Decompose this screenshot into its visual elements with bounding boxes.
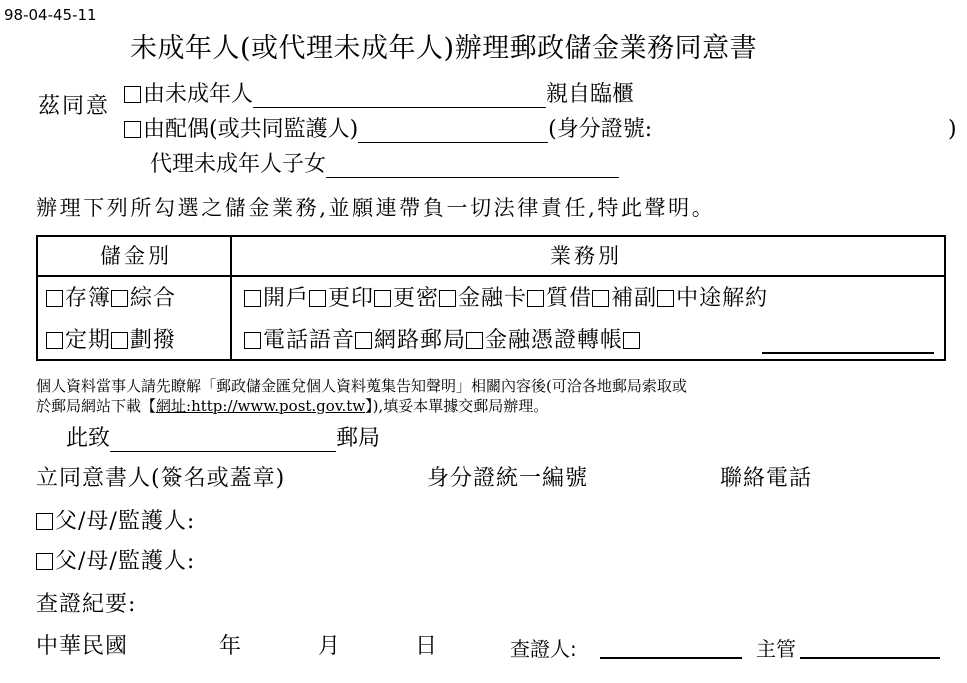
post-office-field[interactable] (110, 431, 336, 452)
checkbox-cert-transfer[interactable] (466, 332, 483, 349)
checkbox-open-account[interactable] (244, 290, 261, 307)
table-header-divider (36, 275, 946, 277)
services-row-2 (244, 328, 642, 354)
guardian-row-2 (36, 549, 195, 575)
verifier-label: 查證人: (510, 637, 577, 661)
notice-text-after: 】),填妥本單據交郵局辦理。 (365, 397, 549, 415)
label-giro: 劃撥 (130, 328, 177, 353)
option-2-label: 由配偶(或共同監護人) (143, 117, 359, 142)
label-combined: 綜合 (130, 286, 177, 311)
guardian-1-label: 父/母/監護人: (55, 509, 196, 534)
savings-row-2 (46, 328, 176, 354)
notice-text-before: 於郵局網站下載【 (36, 397, 157, 415)
consent-agent-line (150, 152, 619, 178)
agent-label: 代理未成年人子女 (150, 152, 327, 177)
post-website-link[interactable]: 網址:http://www.post.gov.tw (156, 397, 366, 415)
savings-row-1 (46, 286, 176, 312)
label-pledge-loan: 質借 (546, 286, 593, 311)
label-change-password: 更密 (393, 286, 440, 311)
date-day: 日 (415, 634, 438, 659)
addressee-suffix: 郵局 (336, 426, 381, 451)
date-country: 中華民國 (36, 634, 129, 659)
guardian-1-checkbox[interactable] (36, 513, 53, 530)
addressee-prefix: 此致 (66, 426, 111, 451)
date-month: 月 (318, 634, 341, 659)
signer-header: 立同意書人(簽名或蓋章) (36, 466, 286, 491)
checkbox-time-deposit[interactable] (46, 332, 63, 349)
guardian-row-1 (36, 509, 195, 535)
form-code: 98-04-45-11 (4, 6, 97, 24)
checkbox-phone-banking[interactable] (244, 332, 261, 349)
checkbox-combined[interactable] (111, 290, 128, 307)
child-name-field[interactable] (326, 157, 619, 178)
label-open-account: 開戶 (263, 286, 310, 311)
checkbox-online-post[interactable] (355, 332, 372, 349)
label-atm-card: 金融卡 (458, 286, 528, 311)
label-change-seal: 更印 (328, 286, 375, 311)
label-early-termination: 中途解約 (676, 286, 769, 311)
label-replacement: 補副 (611, 286, 658, 311)
addressee-line (66, 426, 380, 452)
supervisor-signature-field[interactable] (800, 657, 940, 659)
id-number-header: 身分證統一編號 (427, 466, 589, 491)
checkbox-replacement[interactable] (592, 290, 609, 307)
consent-option-2 (124, 117, 652, 143)
option-2-id-label: (身分證號: (548, 117, 653, 142)
services-row-1 (244, 286, 768, 312)
table-column-divider (230, 235, 232, 361)
label-time-deposit: 定期 (65, 328, 112, 353)
checkbox-other[interactable] (623, 332, 640, 349)
label-online-post: 網路郵局 (374, 328, 467, 353)
checkbox-atm-card[interactable] (439, 290, 456, 307)
checkbox-giro[interactable] (111, 332, 128, 349)
spouse-name-field[interactable] (358, 122, 548, 143)
table-header-service-type: 業務別 (550, 244, 622, 268)
option-1-suffix: 親自臨櫃 (546, 82, 635, 107)
table-header-savings-type: 儲金別 (100, 244, 172, 268)
checkbox-change-password[interactable] (374, 290, 391, 307)
checkbox-passbook[interactable] (46, 290, 63, 307)
option-1-checkbox[interactable] (124, 86, 141, 103)
other-service-field[interactable] (762, 352, 934, 354)
privacy-notice-line-1: 個人資料當事人請先瞭解「郵政儲金匯兌個人資料蒐集告知聲明」相關內容後(可洽各地郵局索取或 (36, 377, 687, 395)
phone-header: 聯絡電話 (720, 466, 813, 491)
verifier-signature-field[interactable] (600, 657, 742, 659)
option-2-close-paren: ) (948, 117, 957, 142)
privacy-notice-line-2 (36, 396, 548, 416)
label-phone-banking: 電話語音 (263, 328, 356, 353)
consent-option-1 (124, 82, 634, 108)
guardian-2-checkbox[interactable] (36, 553, 53, 570)
label-passbook: 存簿 (65, 286, 112, 311)
declaration-text: 辦理下列所勾選之儲金業務,並願連帶負一切法律責任,特此聲明。 (36, 196, 716, 220)
label-cert-transfer: 金融憑證轉帳 (485, 328, 624, 353)
verification-label: 查證紀要: (36, 592, 137, 617)
guardian-2-label: 父/母/監護人: (55, 549, 196, 574)
date-year: 年 (219, 634, 242, 659)
checkbox-change-seal[interactable] (309, 290, 326, 307)
option-1-label: 由未成年人 (143, 82, 254, 107)
option-2-checkbox[interactable] (124, 121, 141, 138)
supervisor-label: 主管 (756, 637, 796, 661)
minor-name-field[interactable] (253, 87, 546, 108)
checkbox-pledge-loan[interactable] (527, 290, 544, 307)
checkbox-early-termination[interactable] (657, 290, 674, 307)
page-title: 未成年人(或代理未成年人)辦理郵政儲金業務同意書 (130, 33, 758, 64)
consent-prefix: 茲同意 (38, 94, 111, 119)
